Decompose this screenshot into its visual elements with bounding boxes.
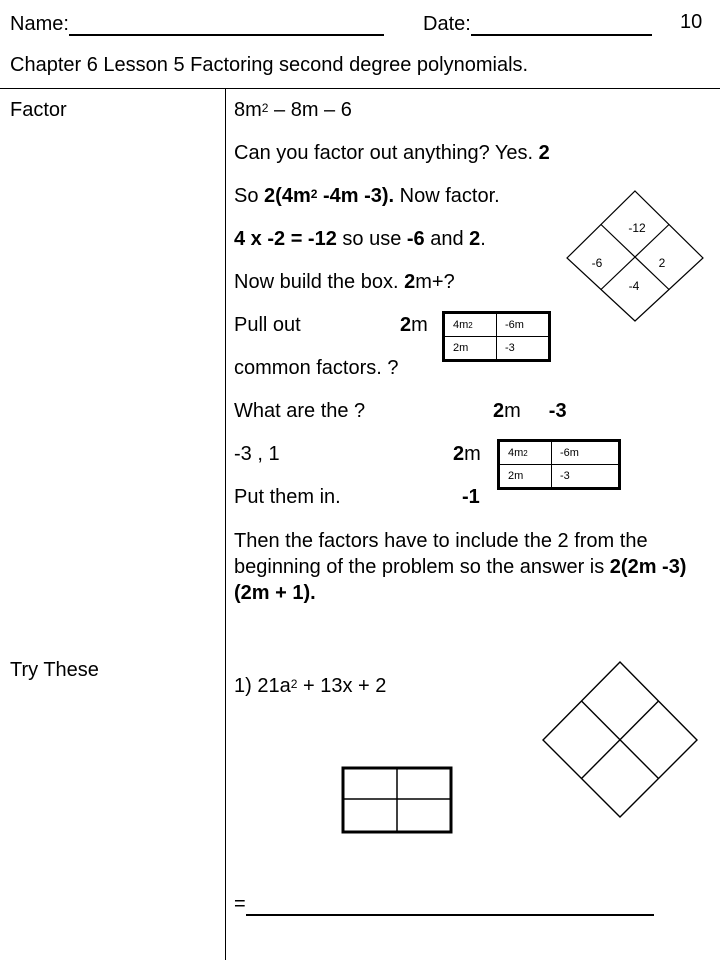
step-pair: -3 , 1 [234, 443, 280, 465]
box1-cell: -3 [497, 337, 550, 361]
name-field[interactable] [10, 10, 384, 36]
diamond-left: -6 [591, 256, 603, 270]
date-label: Date: [423, 13, 471, 35]
factor-label: Factor [10, 99, 67, 121]
name-blank[interactable] [69, 10, 384, 36]
step-put-in: Put them in. [234, 486, 341, 508]
diamond-bottom: -4 [628, 279, 640, 293]
diamond-top: -12 [628, 221, 646, 235]
step-multiply: 4 x -2 = -12 so use -6 and 2. [234, 228, 486, 250]
answer-equals: = [234, 893, 246, 915]
step-pull-out: Pull out [234, 314, 301, 336]
try-these-label: Try These [10, 659, 99, 681]
empty-factor-box[interactable] [341, 766, 453, 834]
answer-blank[interactable] [246, 890, 654, 916]
box1-cell: -6m [497, 313, 550, 337]
box1-cell: 2m [444, 337, 497, 361]
box2-cell: -6m [552, 441, 620, 465]
factor-box-2 [497, 439, 621, 490]
step-what-are: What are the ? [234, 400, 366, 422]
box2-cell: $4m^2$ [499, 441, 552, 465]
lesson-title: Chapter 6 Lesson 5 Factoring second degree polynomials. [10, 54, 529, 76]
step-factor-out: Can you factor out anything? Yes. 2 [234, 142, 550, 164]
page-number: 10 [680, 11, 703, 33]
row-factor-2: -1 [462, 486, 480, 508]
column-divider [225, 88, 226, 960]
step-so: So $2(4m^2$ -4m -3). Now factor. [234, 185, 500, 207]
column-factors: 2m -3 [493, 400, 567, 422]
box2-cell: 2m [499, 465, 552, 489]
step-common-factors: common factors. ? [234, 357, 399, 379]
step-build-box: Now build the box. 2m+? [234, 271, 455, 293]
date-blank[interactable] [471, 10, 652, 36]
box2-cell: -3 [552, 465, 620, 489]
factor-box-1 [442, 311, 551, 362]
box1-cell: $4m^2$ [444, 313, 497, 337]
exercise-problem: 1) $21a^2 + 13x + 2$ [234, 675, 387, 697]
empty-diamond[interactable] [540, 660, 700, 820]
header-divider [0, 88, 720, 89]
conclusion: Then the factors have to include the 2 from the beginning of the problem so the answer is 2(2m -3)(2m + 1). [234, 530, 687, 604]
example-problem: $8m^2 - 8m - 6$ [234, 99, 352, 121]
diamond-diagram [560, 188, 710, 324]
answer-field[interactable] [234, 890, 654, 916]
row-factor: 2m [453, 443, 481, 465]
pull-out-factor: 2m [400, 314, 428, 336]
name-label: Name: [10, 13, 69, 35]
diamond-right: 2 [658, 256, 666, 270]
date-field[interactable] [423, 10, 652, 36]
